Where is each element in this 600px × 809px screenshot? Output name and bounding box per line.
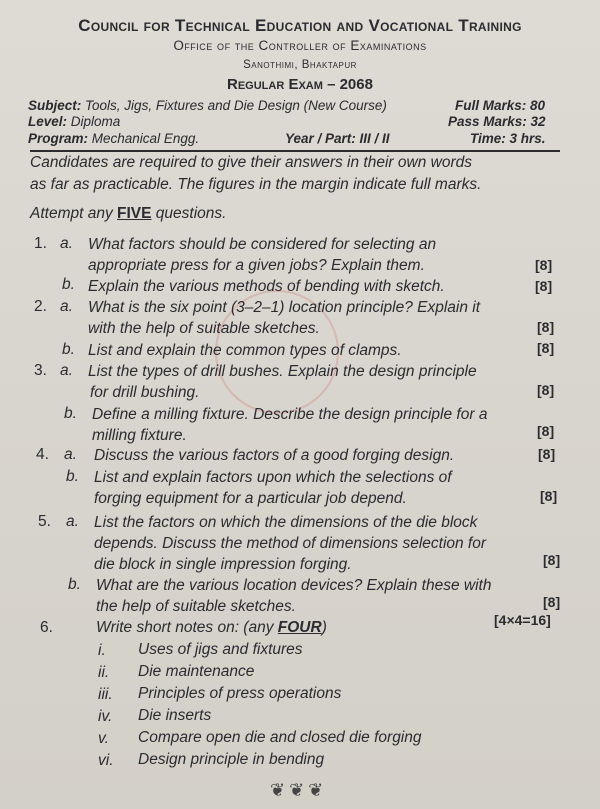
- question-number: 1.: [34, 235, 47, 252]
- q4b-line1: List and explain factors upon which the selections of: [94, 469, 452, 486]
- council-title: Council for Technical Education and Vocational Training: [78, 16, 522, 35]
- q4b-line2: forging equipment for a particular job depend.: [94, 490, 407, 507]
- sub-label-a: a.: [60, 362, 73, 379]
- footer-ornament-icon: ❦❦❦: [270, 780, 328, 800]
- q3b-line1: Define a milling fixture. Describe the design principle for a: [92, 406, 488, 423]
- q2a-marks: [8]: [537, 319, 555, 335]
- q5b-line1: What are the various location devices? Explain these with: [96, 577, 492, 594]
- q3b-line2: milling fixture.: [92, 427, 187, 444]
- note-item: Compare open die and closed die forging: [138, 729, 422, 746]
- note-number: ii.: [98, 664, 110, 681]
- question-number: 6.: [40, 619, 53, 636]
- sub-label-a: a.: [64, 446, 77, 463]
- sub-label-b: b.: [64, 405, 77, 422]
- office-title: Office of the Controller of Examinations: [173, 38, 427, 53]
- sub-label-b: b.: [62, 276, 75, 293]
- note-item: Principles of press operations: [138, 685, 342, 702]
- q2b-marks: [8]: [537, 340, 555, 356]
- attempt-prefix: Attempt any: [30, 205, 113, 222]
- sub-label-b: b.: [62, 341, 75, 358]
- instructions: [30, 152, 565, 196]
- sub-label-b: b.: [68, 576, 81, 593]
- sub-label-b: b.: [66, 468, 79, 485]
- q3a-marks: [8]: [537, 382, 555, 398]
- subject-line: [28, 98, 387, 113]
- q4a-line1: Discuss the various factors of a good forging design.: [94, 447, 455, 464]
- question-number: 2.: [34, 298, 47, 315]
- q5a-marks: [8]: [543, 552, 561, 568]
- note-number: iv.: [98, 708, 113, 725]
- question-number: 5.: [38, 513, 51, 530]
- q1b-line1: Explain the various methods of bending with sketch.: [88, 278, 445, 295]
- subject-label: Subject:: [28, 98, 82, 113]
- level-value: Diploma: [70, 114, 121, 129]
- q3a-line2: for drill bushing.: [90, 384, 200, 401]
- exam-title: Regular Exam – 2068: [227, 76, 373, 93]
- program-value: Mechanical Engg.: [91, 131, 200, 146]
- note-item: Die inserts: [138, 707, 212, 724]
- question-number: 3.: [34, 362, 47, 379]
- program-line: [28, 131, 199, 146]
- q4a-marks: [8]: [538, 446, 556, 462]
- q6-suffix: ): [321, 619, 327, 636]
- note-item: Design principle in bending: [138, 751, 325, 768]
- year-part: Year / Part: III / II: [285, 131, 390, 146]
- subject-value: Tools, Jigs, Fixtures and Die Design (New Course): [85, 98, 387, 113]
- sub-label-a: a.: [66, 513, 79, 530]
- q1b-marks: [8]: [535, 278, 553, 294]
- note-number: i.: [98, 642, 106, 659]
- q5b-marks: [8]: [543, 594, 561, 610]
- q1a-line2: appropriate press for a given jobs? Explain them.: [88, 257, 425, 274]
- q6-count: FOUR: [277, 619, 322, 636]
- q3a-line1: List the types of drill bushes. Explain the design principle: [88, 363, 477, 380]
- q2a-line2: with the help of suitable sketches.: [88, 320, 320, 337]
- attempt-instruction: [30, 205, 226, 223]
- q5a-line2: depends. Discuss the method of dimensions selection for: [94, 535, 487, 552]
- q3b-marks: [8]: [537, 423, 555, 439]
- q2b-line1: List and explain the common types of clamps.: [88, 342, 402, 359]
- q5b-line2: the help of suitable sketches.: [96, 598, 296, 615]
- q2a-line1: What is the six point (3–2–1) location principle? Explain it: [88, 299, 481, 316]
- q1a-marks: [8]: [535, 257, 553, 273]
- question-number: 4.: [36, 446, 49, 463]
- attempt-count: FIVE: [117, 205, 152, 222]
- q6-prefix: Write short notes on: (any: [96, 619, 274, 636]
- level-label: Level:: [28, 114, 68, 129]
- note-item: Uses of jigs and fixtures: [138, 641, 303, 658]
- time: Time: 3 hrs.: [470, 131, 546, 146]
- q4b-marks: [8]: [540, 488, 558, 504]
- note-number: iii.: [98, 686, 113, 703]
- q6-marks: [4×4=16]: [494, 612, 551, 628]
- note-number: v.: [98, 730, 109, 747]
- instructions-line-2: as far as practicable. The figures in the margin indicate full marks.: [30, 176, 482, 193]
- pass-marks: Pass Marks: 32: [448, 114, 546, 129]
- place-name: Sanothimi, Bhaktapur: [243, 59, 357, 71]
- q1a-line1: What factors should be considered for selecting an: [88, 236, 437, 253]
- note-item: Die maintenance: [138, 663, 255, 680]
- sub-label-a: a.: [60, 235, 73, 252]
- q5a-line1: List the factors on which the dimensions of the die block: [94, 514, 478, 531]
- instructions-line-1: Candidates are required to give their answers in their own words: [30, 154, 472, 171]
- full-marks: Full Marks: 80: [455, 98, 546, 113]
- program-label: Program:: [28, 131, 89, 146]
- q6-instruction: [96, 617, 327, 638]
- level-line: [28, 114, 120, 129]
- q5a-line3: die block in single impression forging.: [94, 556, 352, 573]
- note-number: vi.: [98, 752, 114, 769]
- sub-label-a: a.: [60, 298, 73, 315]
- attempt-suffix: questions.: [155, 205, 227, 222]
